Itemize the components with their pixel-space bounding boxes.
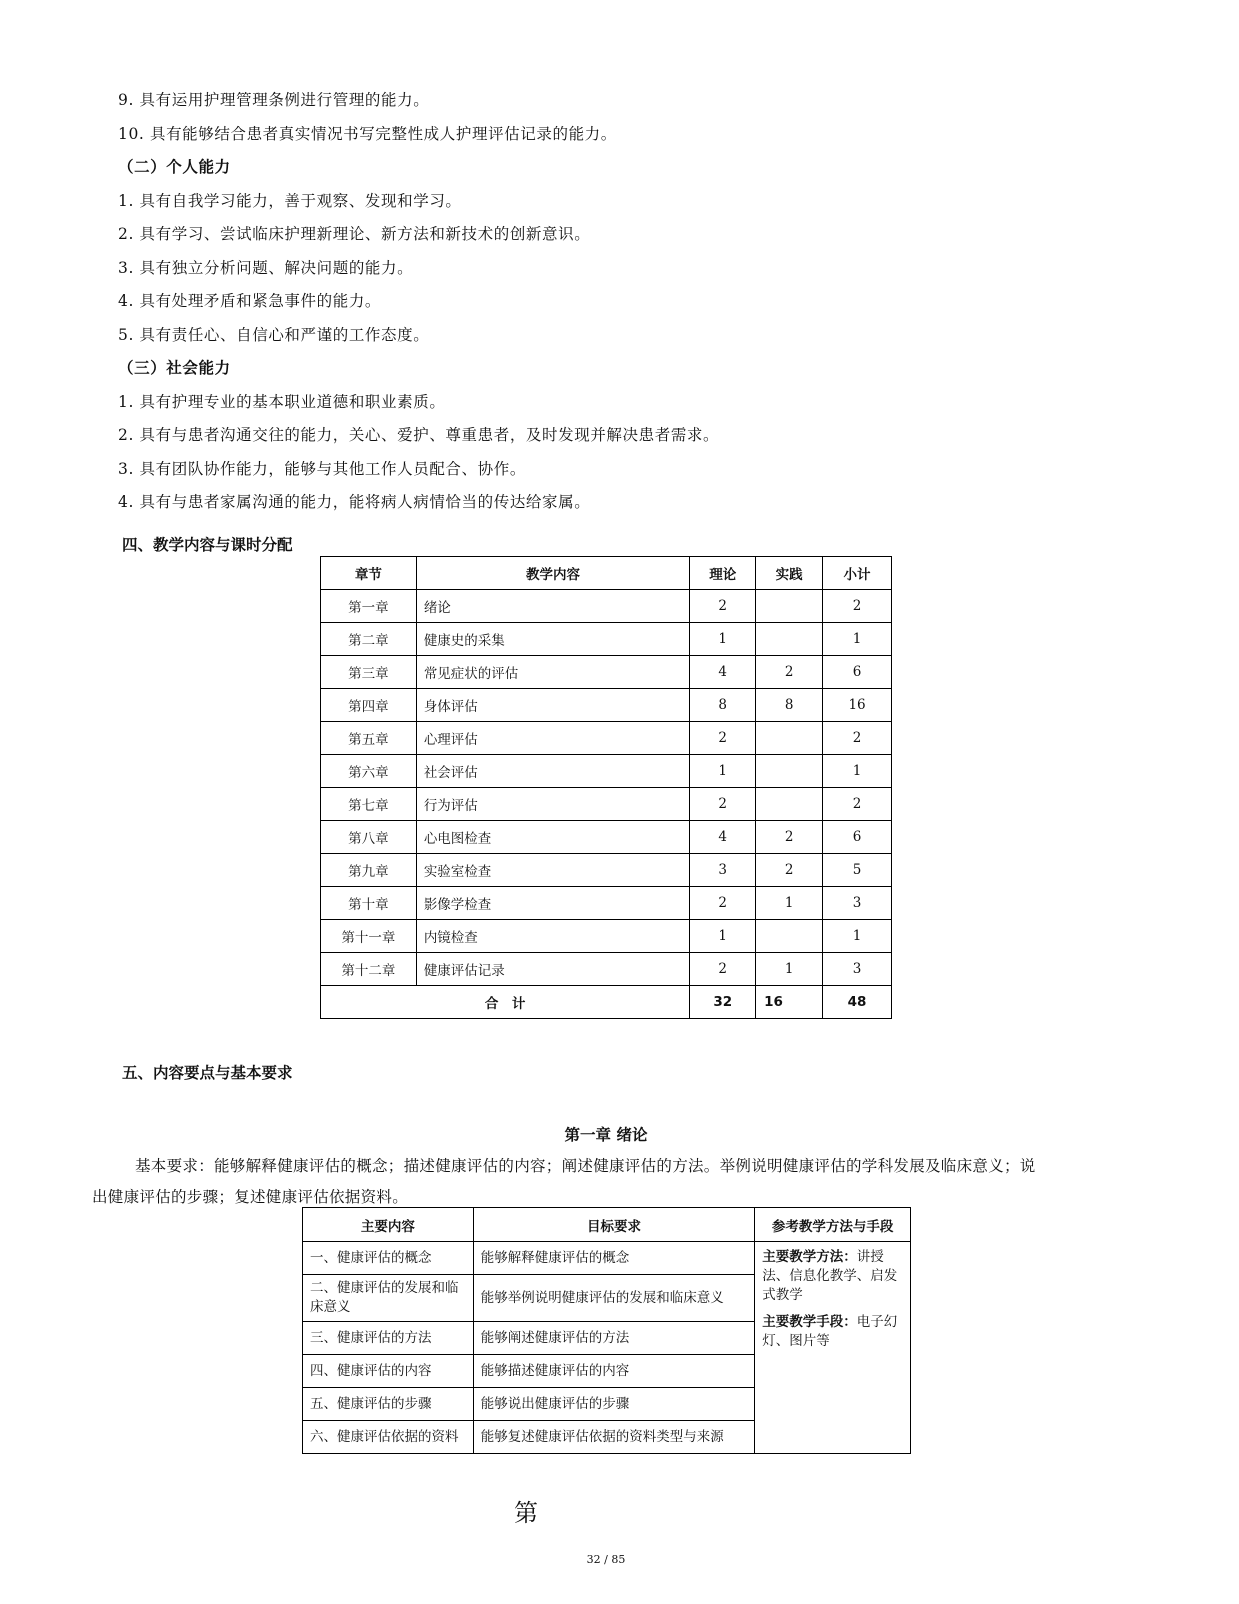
column-header: 章节 [321, 557, 417, 590]
table-row [303, 1242, 911, 1275]
chapter-cell: 第十一章 [321, 920, 417, 953]
subtotal-cell: 6 [823, 821, 892, 854]
column-header: 教学内容 [416, 557, 689, 590]
social-item: 2. 具有与患者沟通交往的能力，关心、爱护、尊重患者，及时发现并解决患者需求。 [118, 426, 720, 444]
practice-cell [756, 623, 823, 656]
practice-cell: 1 [756, 953, 823, 986]
theory-cell: 4 [690, 821, 756, 854]
table-row [321, 623, 892, 656]
table-header-row [303, 1208, 911, 1242]
chapter-cell: 第六章 [321, 755, 417, 788]
theory-cell: 2 [690, 722, 756, 755]
theory-cell: 2 [690, 887, 756, 920]
theory-cell: 1 [690, 755, 756, 788]
chapter-title: 第一章 绪论 [564, 1126, 648, 1144]
target-cell: 能够解释健康评估的概念 [473, 1242, 754, 1275]
subtotal-cell: 3 [823, 887, 892, 920]
total-practice: 16 [756, 986, 823, 1019]
table-row [321, 920, 892, 953]
column-header: 理论 [690, 557, 756, 590]
target-cell: 能够描述健康评估的内容 [473, 1355, 754, 1388]
target-cell: 能够举例说明健康评估的发展和临床意义 [473, 1275, 754, 1322]
table-row [321, 689, 892, 722]
content-cell: 实验室检查 [416, 854, 689, 887]
means-label: 主要教学手段： [762, 1314, 857, 1330]
content-cell: 心理评估 [416, 722, 689, 755]
personal-item: 5. 具有责任心、自信心和严谨的工作态度。 [118, 326, 430, 344]
column-header: 小计 [823, 557, 892, 590]
stray-character: 第 [514, 1499, 538, 1527]
content-cell: 身体评估 [416, 689, 689, 722]
theory-cell: 2 [690, 590, 756, 623]
practice-cell: 2 [756, 854, 823, 887]
personal-item: 1. 具有自我学习能力，善于观察、发现和学习。 [118, 192, 462, 210]
content-cell: 六、健康评估依据的资料 [303, 1421, 474, 1454]
table-row [321, 854, 892, 887]
chapter-cell: 第八章 [321, 821, 417, 854]
table-row [321, 755, 892, 788]
content-cell: 一、健康评估的概念 [303, 1242, 474, 1275]
means-text: 电子幻灯、图片等 [762, 1314, 898, 1349]
chapter-cell: 第三章 [321, 656, 417, 689]
section4-heading: 四、教学内容与课时分配 [122, 536, 293, 554]
total-theory: 32 [690, 986, 756, 1019]
methods-text: 讲授法、信息化教学、启发式教学 [762, 1249, 898, 1303]
content-cell: 三、健康评估的方法 [303, 1322, 474, 1355]
practice-cell [756, 590, 823, 623]
subtotal-cell: 1 [823, 755, 892, 788]
table-row [321, 821, 892, 854]
chapter-cell: 第九章 [321, 854, 417, 887]
table-row [321, 887, 892, 920]
chapter-cell: 第一章 [321, 590, 417, 623]
subtotal-cell: 16 [823, 689, 892, 722]
table-row [321, 788, 892, 821]
subtotal-cell: 6 [823, 656, 892, 689]
basic-requirement-line2: 出健康评估的步骤；复述健康评估依据资料。 [92, 1188, 409, 1206]
target-cell: 能够复述健康评估依据的资料类型与来源 [473, 1421, 754, 1454]
social-ability-heading: （三）社会能力 [118, 359, 231, 377]
section5-heading: 五、内容要点与基本要求 [122, 1064, 293, 1082]
subtotal-cell: 1 [823, 920, 892, 953]
content-cell: 五、健康评估的步骤 [303, 1388, 474, 1421]
social-item: 3. 具有团队协作能力，能够与其他工作人员配合、协作。 [118, 460, 526, 478]
practice-cell [756, 722, 823, 755]
content-cell: 健康史的采集 [416, 623, 689, 656]
target-cell: 能够说出健康评估的步骤 [473, 1388, 754, 1421]
chapter-cell: 第十二章 [321, 953, 417, 986]
column-header: 主要内容 [303, 1208, 474, 1242]
theory-cell: 4 [690, 656, 756, 689]
practice-cell: 2 [756, 656, 823, 689]
table-row [321, 953, 892, 986]
personal-item: 4. 具有处理矛盾和紧急事件的能力。 [118, 292, 382, 310]
chapter-cell: 第四章 [321, 689, 417, 722]
subtotal-cell: 1 [823, 623, 892, 656]
content-cell: 四、健康评估的内容 [303, 1355, 474, 1388]
ability-item-9: 9. 具有运用护理管理条例进行管理的能力。 [118, 91, 430, 109]
practice-cell [756, 920, 823, 953]
content-cell: 绪论 [416, 590, 689, 623]
subtotal-cell: 5 [823, 854, 892, 887]
subtotal-cell: 2 [823, 722, 892, 755]
social-item: 4. 具有与患者家属沟通的能力，能将病人病情恰当的传达给家属。 [118, 493, 591, 511]
personal-ability-heading: （二）个人能力 [118, 158, 231, 176]
content-cell: 二、健康评估的发展和临床意义 [303, 1275, 474, 1322]
ability-item-10: 10. 具有能够结合患者真实情况书写完整性成人护理评估记录的能力。 [118, 125, 617, 143]
personal-item: 2. 具有学习、尝试临床护理新理论、新方法和新技术的创新意识。 [118, 225, 591, 243]
table-row [321, 722, 892, 755]
social-item: 1. 具有护理专业的基本职业道德和职业素质。 [118, 393, 446, 411]
subtotal-cell: 2 [823, 590, 892, 623]
content-cell: 行为评估 [416, 788, 689, 821]
methods-label: 主要教学方法： [762, 1249, 857, 1265]
theory-cell: 2 [690, 953, 756, 986]
practice-cell: 2 [756, 821, 823, 854]
total-row [321, 986, 892, 1019]
practice-cell: 1 [756, 887, 823, 920]
basic-requirement-line1: 基本要求：能够解释健康评估的概念；描述健康评估的内容；阐述健康评估的方法。举例说明健康评估的学科发展及临床意义；说 [135, 1157, 1036, 1175]
chapter-cell: 第十章 [321, 887, 417, 920]
theory-cell: 2 [690, 788, 756, 821]
chapter-cell: 第七章 [321, 788, 417, 821]
table-header-row [321, 557, 892, 590]
content-cell: 社会评估 [416, 755, 689, 788]
subtotal-cell: 2 [823, 788, 892, 821]
subtotal-cell: 3 [823, 953, 892, 986]
chapter-cell: 第二章 [321, 623, 417, 656]
table-row [321, 590, 892, 623]
target-cell: 能够阐述健康评估的方法 [473, 1322, 754, 1355]
theory-cell: 1 [690, 920, 756, 953]
column-header: 实践 [756, 557, 823, 590]
column-header: 目标要求 [473, 1208, 754, 1242]
content-cell: 健康评估记录 [416, 953, 689, 986]
theory-cell: 1 [690, 623, 756, 656]
theory-cell: 8 [690, 689, 756, 722]
column-header: 参考教学方法与手段 [755, 1208, 911, 1242]
practice-cell [756, 755, 823, 788]
method-cell [755, 1242, 911, 1454]
content-cell: 内镜检查 [416, 920, 689, 953]
total-label: 合 计 [321, 986, 690, 1019]
content-cell: 心电图检查 [416, 821, 689, 854]
content-cell: 影像学检查 [416, 887, 689, 920]
page-number: 32 / 85 [586, 1553, 626, 1566]
hours-table [320, 556, 892, 1019]
chapter-cell: 第五章 [321, 722, 417, 755]
table-row [321, 656, 892, 689]
theory-cell: 3 [690, 854, 756, 887]
content-cell: 常见症状的评估 [416, 656, 689, 689]
chapter1-table [302, 1207, 911, 1454]
total-subtotal: 48 [823, 986, 892, 1019]
practice-cell [756, 788, 823, 821]
practice-cell: 8 [756, 689, 823, 722]
personal-item: 3. 具有独立分析问题、解决问题的能力。 [118, 259, 414, 277]
